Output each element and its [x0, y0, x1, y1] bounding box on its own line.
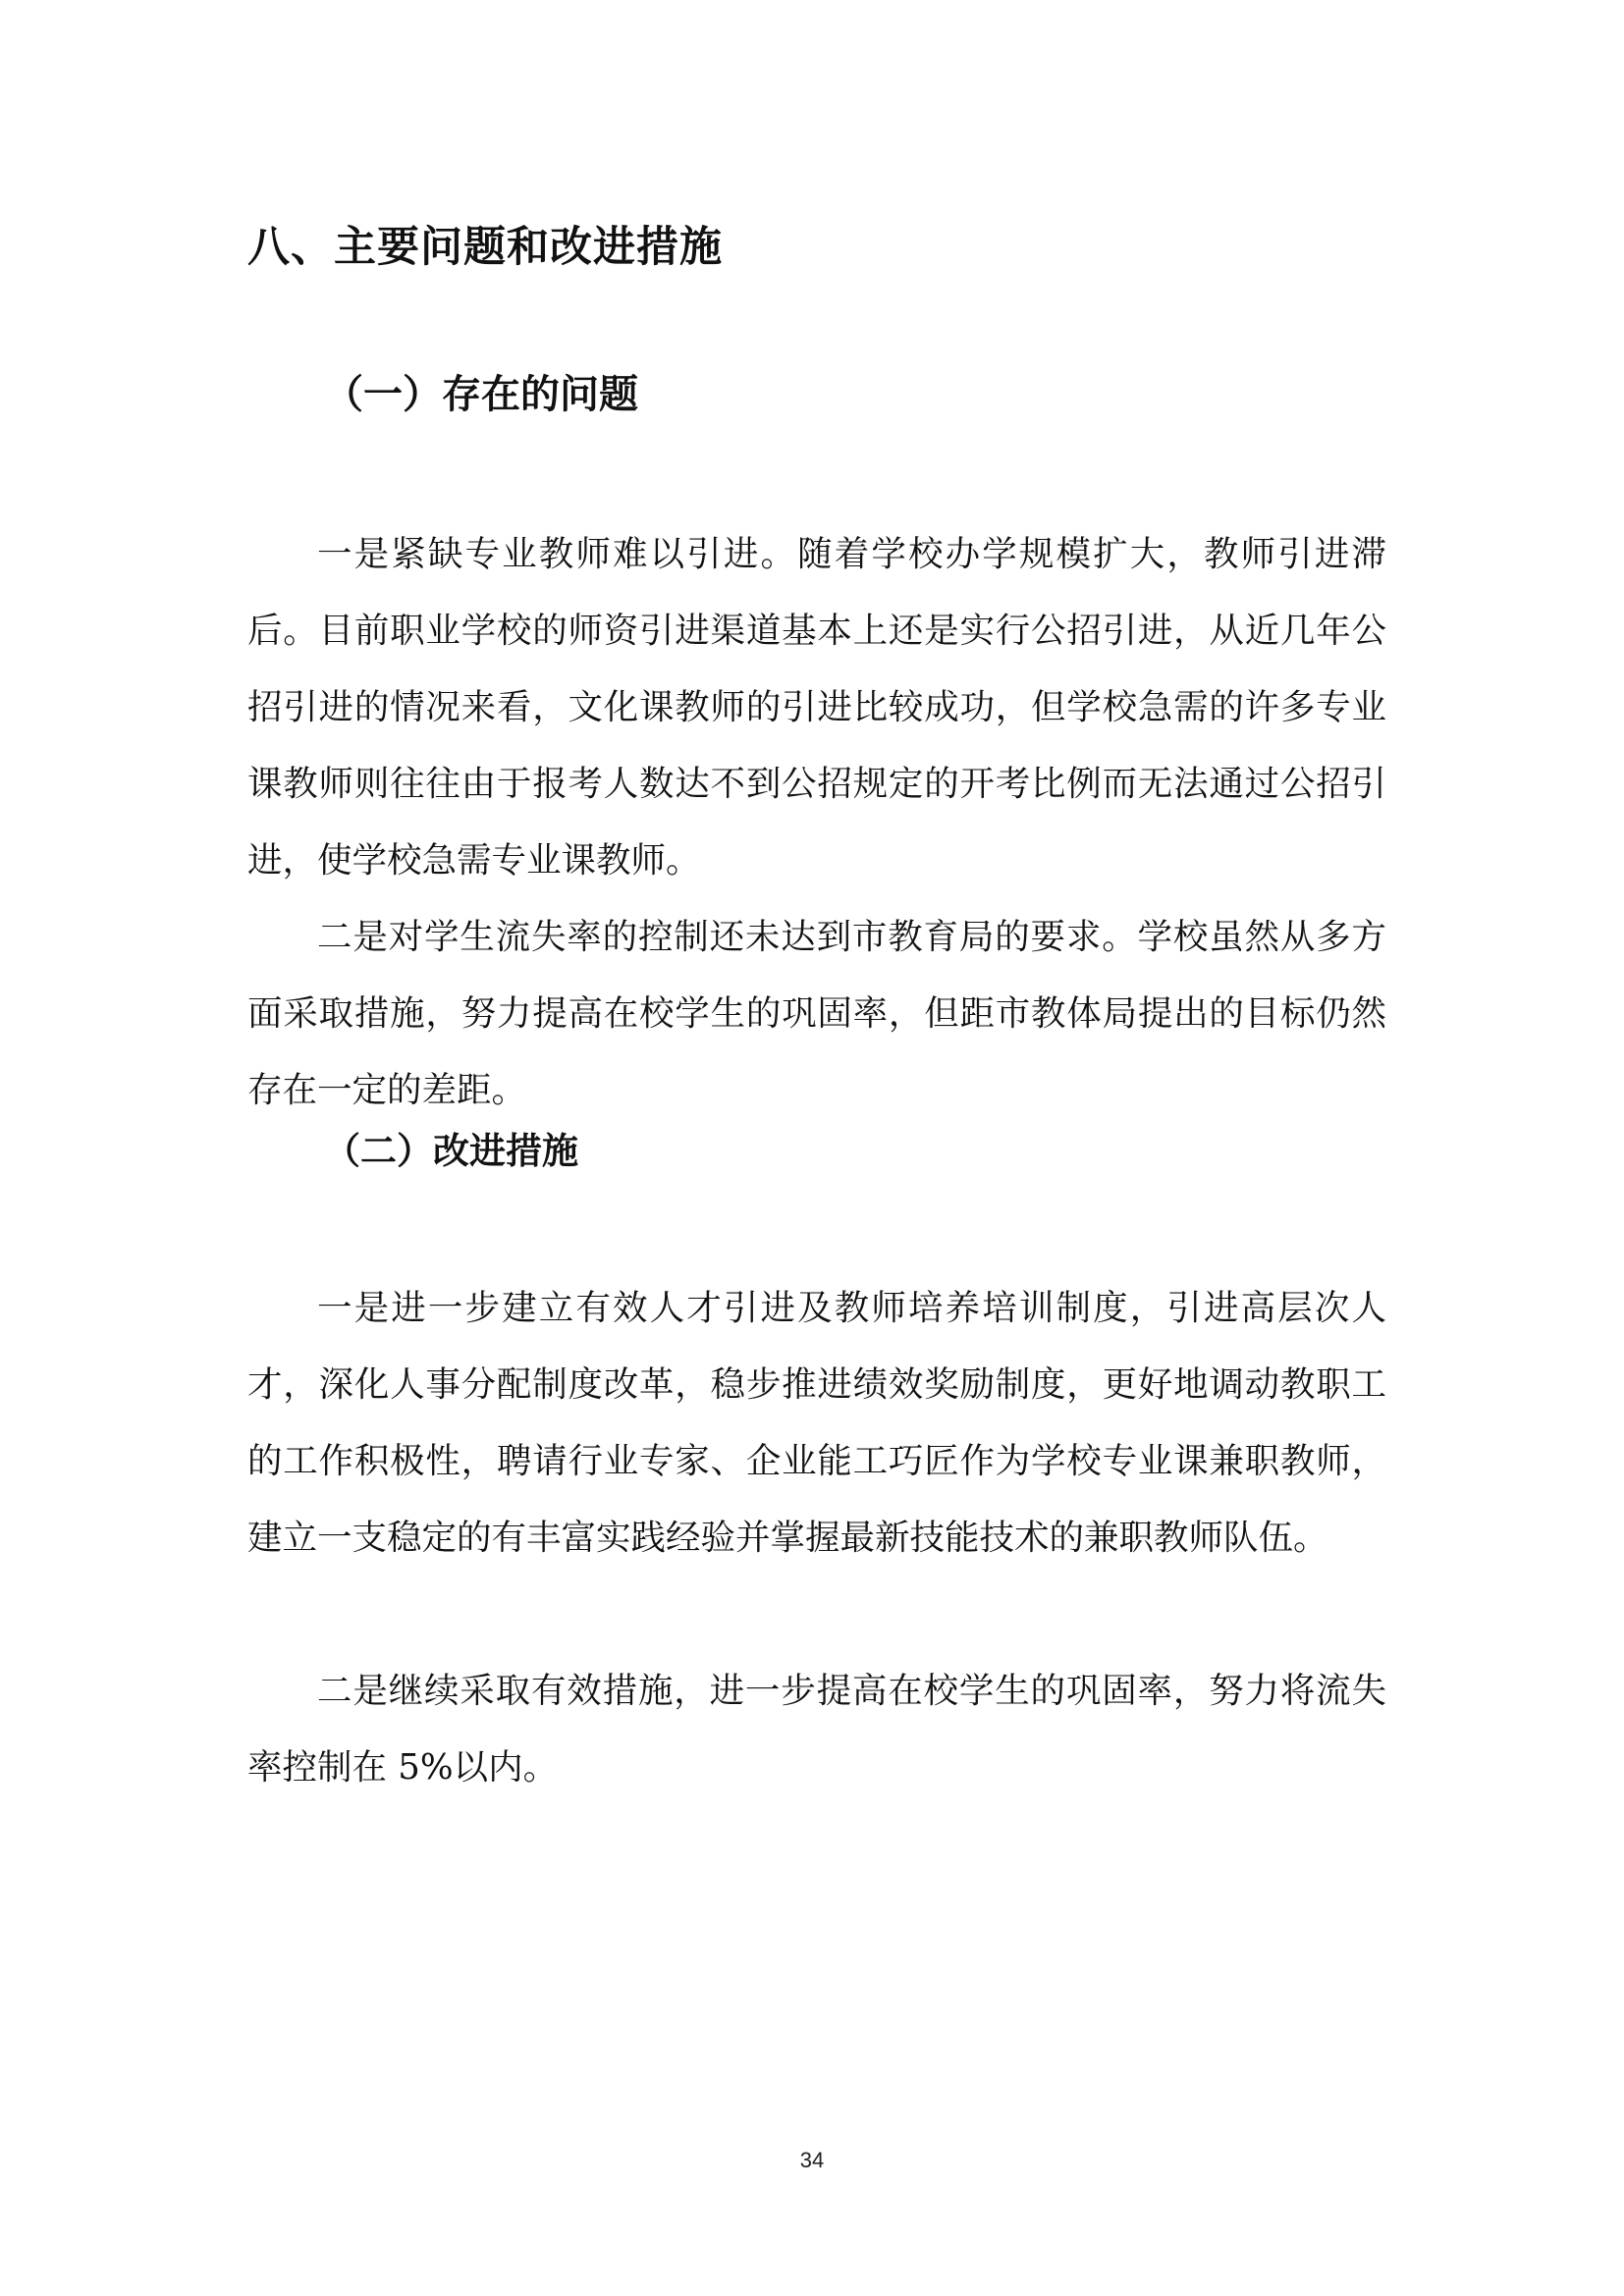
paragraph-measure-1: 一是进一步建立有效人才引进及教师培养培训制度，引进高层次人才，深化人事分配制度改革，稳步推进绩效奖励制度，更好地调动教职工的工作积极性，聘请行业专家、企业能工巧匠作为学校专业课兼职教师，建立一支稳定的有丰富实践经验并掌握最新技能技术的兼职教师队伍。: [247, 1287, 1386, 1558]
page-number: 34: [799, 2148, 825, 2172]
paragraph-problem-2: 二是对学生流失率的控制还未达到市教育局的要求。学校虽然从多方面采取措施，努力提高在校学生的巩固率，但距市教体局提出的目标仍然存在一定的差距。: [247, 916, 1386, 1110]
subsection-heading-problems: （一）存在的问题: [324, 372, 638, 417]
paragraph-measure-2: 二是继续采取有效措施，进一步提高在校学生的巩固率，努力将流失率控制在 5%以内。: [247, 1670, 1386, 1788]
paragraph-problem-1: 一是紧缺专业教师难以引进。随着学校办学规模扩大，教师引进滞后。目前职业学校的师资引进渠道基本上还是实行公招引进，从近几年公招引进的情况来看，文化课教师的引进比较成功，但学校急需的许多专业课教师则往往由于报考人数达不到公招规定的开考比例而无法通过公招引进，使学校急需专业课教师。: [247, 533, 1386, 881]
section-heading: 八、主要问题和改进措施: [247, 223, 723, 272]
subsection-heading-measures: （二）改进措施: [324, 1130, 578, 1172]
